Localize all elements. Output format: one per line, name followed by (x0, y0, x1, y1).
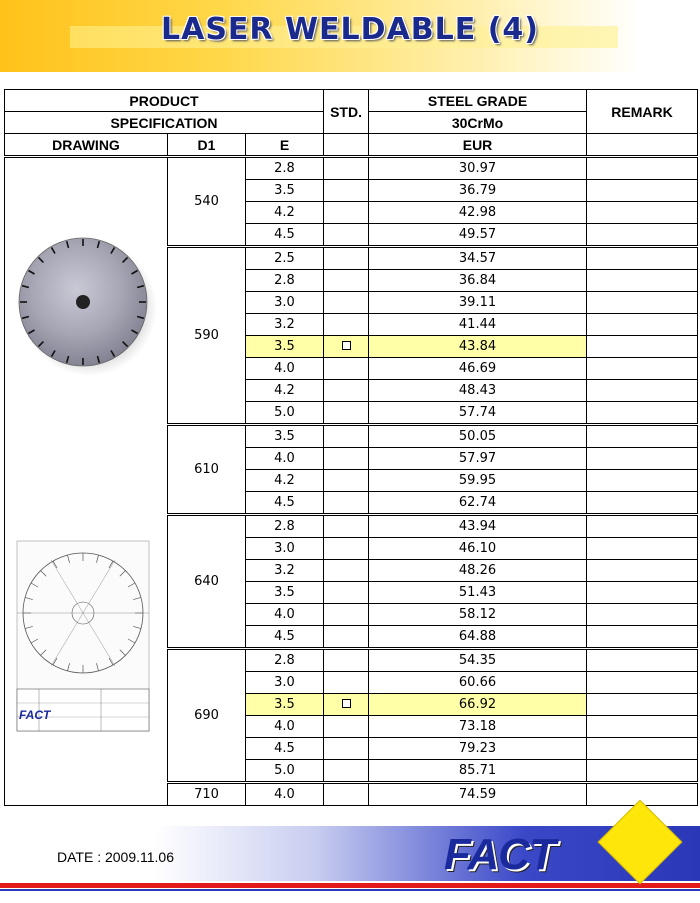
std-cell (324, 157, 369, 180)
std-cell (324, 626, 369, 649)
std-cell (324, 314, 369, 336)
remark-cell (587, 358, 698, 380)
std-checkbox-icon (342, 341, 351, 350)
price-cell: 49.57 (369, 224, 587, 247)
remark-cell (587, 604, 698, 626)
saw-blade-images (5, 158, 167, 798)
std-cell (324, 358, 369, 380)
thickness-cell: 2.5 (246, 247, 324, 270)
drawing-cell (5, 157, 168, 806)
d1-cell: 640 (168, 515, 246, 649)
thickness-cell: 4.0 (246, 448, 324, 470)
price-cell: 42.98 (369, 202, 587, 224)
price-cell: 46.10 (369, 538, 587, 560)
remark-cell (587, 336, 698, 358)
technical-drawing (17, 541, 149, 731)
thickness-cell: 3.5 (246, 582, 324, 604)
page-title: LASER WELDABLE (4) (160, 12, 539, 47)
d1-header: D1 (168, 134, 246, 157)
remark-cell (587, 538, 698, 560)
remark-cell (587, 202, 698, 224)
d1-cell: 590 (168, 247, 246, 425)
std-cell (324, 672, 369, 694)
price-cell: 62.74 (369, 492, 587, 515)
remark-cell (587, 560, 698, 582)
std-header: STD. (324, 90, 369, 134)
thickness-cell: 3.5 (246, 694, 324, 716)
remark-cell (587, 672, 698, 694)
footer (0, 826, 700, 903)
remark-cell (587, 180, 698, 202)
std-cell (324, 694, 369, 716)
std-cell (324, 202, 369, 224)
thickness-cell: 5.0 (246, 760, 324, 783)
std-cell (324, 515, 369, 538)
price-cell: 48.43 (369, 380, 587, 402)
std-cell (324, 716, 369, 738)
std-cell (324, 425, 369, 448)
e-header: E (246, 134, 324, 157)
thickness-cell: 3.0 (246, 292, 324, 314)
thickness-cell: 3.5 (246, 425, 324, 448)
remark-header-blank (587, 134, 698, 157)
price-cell: 36.79 (369, 180, 587, 202)
thickness-cell: 3.2 (246, 314, 324, 336)
thickness-cell: 3.2 (246, 560, 324, 582)
std-cell (324, 760, 369, 783)
price-cell: 57.97 (369, 448, 587, 470)
std-cell (324, 560, 369, 582)
remark-cell (587, 515, 698, 538)
remark-cell (587, 626, 698, 649)
thickness-cell: 4.0 (246, 783, 324, 806)
price-cell: 59.95 (369, 470, 587, 492)
remark-cell (587, 380, 698, 402)
remark-cell (587, 402, 698, 425)
remark-cell (587, 292, 698, 314)
price-cell: 79.23 (369, 738, 587, 760)
thickness-cell: 4.5 (246, 738, 324, 760)
std-cell (324, 292, 369, 314)
thickness-cell: 4.2 (246, 470, 324, 492)
thickness-cell: 4.5 (246, 626, 324, 649)
thickness-cell: 3.5 (246, 180, 324, 202)
std-cell (324, 224, 369, 247)
std-cell (324, 448, 369, 470)
std-cell (324, 604, 369, 626)
price-cell: 60.66 (369, 672, 587, 694)
price-cell: 51.43 (369, 582, 587, 604)
price-cell: 39.11 (369, 292, 587, 314)
thickness-cell: 3.0 (246, 538, 324, 560)
std-cell (324, 336, 369, 358)
remark-cell (587, 425, 698, 448)
thickness-cell: 4.2 (246, 380, 324, 402)
d1-cell: 690 (168, 649, 246, 783)
price-cell: 36.84 (369, 270, 587, 292)
std-cell (324, 402, 369, 425)
price-cell: 85.71 (369, 760, 587, 783)
price-cell: 73.18 (369, 716, 587, 738)
fact-logo: FACT (444, 830, 555, 879)
remark-cell (587, 247, 698, 270)
thickness-cell: 2.8 (246, 515, 324, 538)
std-cell (324, 247, 369, 270)
price-cell: 74.59 (369, 783, 587, 806)
thickness-cell: 3.5 (246, 336, 324, 358)
remark-header: REMARK (587, 90, 698, 134)
d1-cell: 710 (168, 783, 246, 806)
specification-header: SPECIFICATION (5, 112, 324, 134)
remark-cell (587, 694, 698, 716)
thickness-cell: 4.0 (246, 604, 324, 626)
price-cell: 43.94 (369, 515, 587, 538)
remark-cell (587, 470, 698, 492)
std-cell (324, 783, 369, 806)
d1-cell: 610 (168, 425, 246, 515)
remark-cell (587, 270, 698, 292)
std-cell (324, 270, 369, 292)
thickness-cell: 4.5 (246, 492, 324, 515)
thickness-cell: 5.0 (246, 402, 324, 425)
thickness-cell: 4.0 (246, 716, 324, 738)
footer-red-line (0, 883, 700, 888)
remark-cell (587, 716, 698, 738)
thickness-cell: 2.8 (246, 270, 324, 292)
table-row (5, 157, 698, 180)
std-cell (324, 738, 369, 760)
std-checkbox-icon (342, 699, 351, 708)
product-header: PRODUCT (5, 90, 324, 112)
thickness-cell: 4.5 (246, 224, 324, 247)
thickness-cell: 3.0 (246, 672, 324, 694)
remark-cell (587, 582, 698, 604)
thickness-cell: 4.0 (246, 358, 324, 380)
thickness-cell: 2.8 (246, 649, 324, 672)
price-cell: 54.35 (369, 649, 587, 672)
price-cell: 41.44 (369, 314, 587, 336)
grade-header: 30CrMo (369, 112, 587, 134)
thickness-cell: 4.2 (246, 202, 324, 224)
price-cell: 34.57 (369, 247, 587, 270)
std-header-blank (324, 134, 369, 157)
remark-cell (587, 649, 698, 672)
d1-cell: 540 (168, 157, 246, 247)
remark-cell (587, 224, 698, 247)
price-cell: 48.26 (369, 560, 587, 582)
price-cell: 46.69 (369, 358, 587, 380)
std-cell (324, 649, 369, 672)
drawing-area (5, 158, 167, 798)
thickness-cell: 2.8 (246, 157, 324, 180)
price-cell: 66.92 (369, 694, 587, 716)
price-cell: 58.12 (369, 604, 587, 626)
footer-blue-line (0, 889, 700, 891)
drawing-fact-logo: FACT (19, 708, 51, 722)
remark-cell (587, 760, 698, 783)
header-banner (0, 0, 640, 72)
remark-cell (587, 448, 698, 470)
document-date: DATE : 2009.11.06 (57, 849, 174, 865)
currency-header: EUR (369, 134, 587, 157)
std-cell (324, 582, 369, 604)
remark-cell (587, 157, 698, 180)
steel-grade-header: STEEL GRADE (369, 90, 587, 112)
std-cell (324, 492, 369, 515)
price-cell: 57.74 (369, 402, 587, 425)
remark-cell (587, 492, 698, 515)
price-cell: 64.88 (369, 626, 587, 649)
std-cell (324, 538, 369, 560)
price-cell: 50.05 (369, 425, 587, 448)
remark-cell (587, 314, 698, 336)
drawing-header: DRAWING (5, 134, 168, 157)
price-cell: 43.84 (369, 336, 587, 358)
price-table (4, 89, 698, 806)
std-cell (324, 380, 369, 402)
std-cell (324, 180, 369, 202)
price-cell: 30.97 (369, 157, 587, 180)
remark-cell (587, 738, 698, 760)
std-cell (324, 470, 369, 492)
saw-blade-photo (19, 238, 157, 376)
